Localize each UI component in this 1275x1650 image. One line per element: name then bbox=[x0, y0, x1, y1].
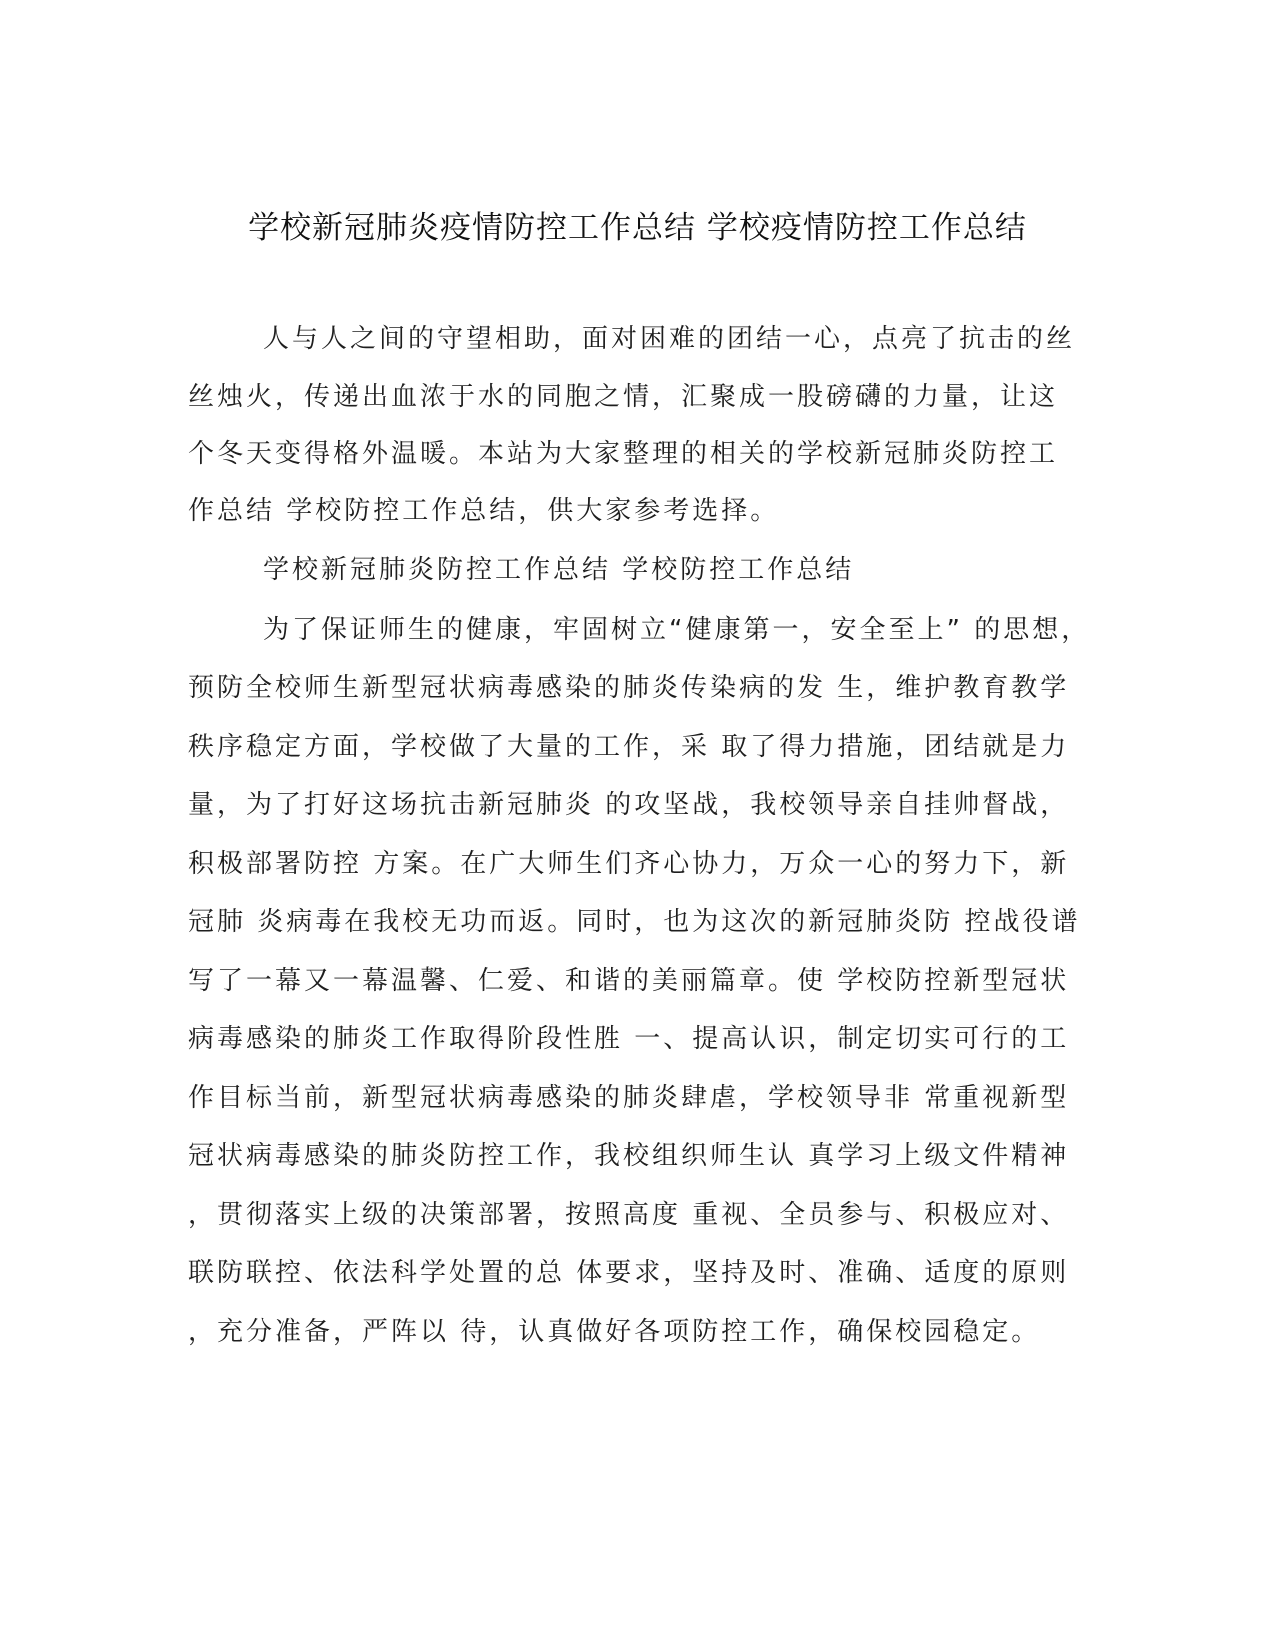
paragraph-line: 人与人之间的守望相助，面对困难的团结一心，点亮了抗击的丝 bbox=[263, 324, 1076, 354]
paragraph-line: 丝烛火，传递出血浓于水的同胞之情，汇聚成一股磅礴的力量，让这 bbox=[188, 382, 1059, 412]
section-heading: 学校新冠肺炎防控工作总结 学校防控工作总结 bbox=[263, 555, 855, 585]
paragraph-line: 病毒感染的肺炎工作取得阶段性胜 一、提高认识，制定切实可行的工 bbox=[188, 1024, 1070, 1054]
paragraph-line: 为了保证师生的健康，牢固树立“健康第一，安全至上” 的思想， bbox=[263, 615, 1091, 645]
paragraph-line: 冠状病毒感染的肺炎防控工作，我校组织师生认 真学习上级文件精神 bbox=[188, 1141, 1070, 1171]
paragraph-line: 量，为了打好这场抗击新冠肺炎 的攻坚战，我校领导亲自挂帅督战， bbox=[188, 790, 1070, 820]
paragraph-line: 个冬天变得格外温暖。本站为大家整理的相关的学校新冠肺炎防控工 bbox=[188, 439, 1059, 469]
document-title: 学校新冠肺炎疫情防控工作总结 学校疫情防控工作总结 bbox=[248, 210, 1027, 246]
paragraph-line: 预防全校师生新型冠状病毒感染的肺炎传染病的发 生，维护教育教学 bbox=[188, 673, 1070, 703]
paragraph-line: 联防联控、依法科学处置的总 体要求，坚持及时、准确、适度的原则 bbox=[188, 1258, 1070, 1288]
paragraph-line: ，贯彻落实上级的决策部署，按照高度 重视、全员参与、积极应对、 bbox=[188, 1200, 1070, 1230]
paragraph-line: 作总结 学校防控工作总结，供大家参考选择。 bbox=[188, 496, 780, 526]
paragraph-line: ，充分准备，严阵以 待，认真做好各项防控工作，确保校园稳定。 bbox=[188, 1317, 1041, 1347]
paragraph-line: 秩序稳定方面，学校做了大量的工作，采 取了得力措施，团结就是力 bbox=[188, 732, 1070, 762]
paragraph-line: 写了一幕又一幕温馨、仁爱、和谐的美丽篇章。使 学校防控新型冠状 bbox=[188, 966, 1070, 996]
paragraph-line: 作目标当前，新型冠状病毒感染的肺炎肆虐，学校领导非 常重视新型 bbox=[188, 1083, 1070, 1113]
paragraph-line: 积极部署防控 方案。在广大师生们齐心协力，万众一心的努力下，新 bbox=[188, 849, 1070, 879]
paragraph-line: 冠肺 炎病毒在我校无功而返。同时，也为这次的新冠肺炎防 控战役谱 bbox=[188, 907, 1081, 937]
